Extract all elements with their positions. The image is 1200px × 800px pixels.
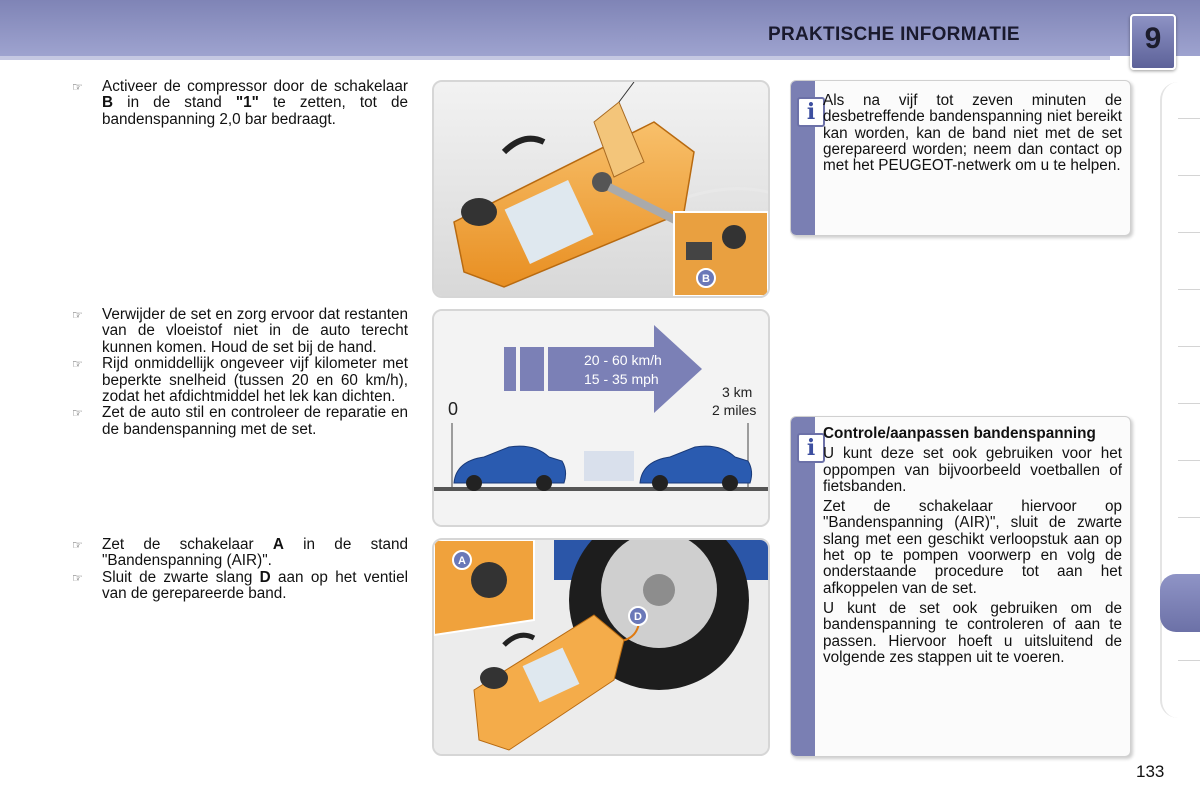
tyre-inflation-illustration [432,538,770,756]
tab-divider [1178,517,1200,518]
text: Zet de auto stil en controleer de reparatie en de bandenspanning met de set. [102,404,408,438]
info-paragraph: Zet de schakelaar hiervoor op "Bandenspanning (AIR)", sluit de zwarte slang met een geschikt verloopstuk aan op het op te pompen voorwerp en volg de onderstaande procedure tot aan het afkoppelen van de set. [823,498,1122,597]
info-box-repair-limit [790,80,1131,236]
driving-diagram [434,311,768,525]
text: Rijd onmiddellijk ongeveer vijf kilometer met beperkte snelheid (tussen 20 en 60 km/h), zodat het afdichtmiddel het lek kan dichten. [102,355,408,406]
tab-divider [1178,346,1200,347]
tab-divider [1178,289,1200,290]
page-number: 133 [1136,762,1165,781]
tab-divider [1178,118,1200,119]
chapter-tab-active[interactable] [1160,574,1200,632]
instruction-item [72,356,408,405]
text: Activeer de compressor door de schakelaar [102,78,408,95]
compressor-kit-illustration [432,80,770,298]
pointing-hand-icon: ☞ [72,406,83,421]
label-a: A [458,555,466,567]
label-b: B [702,273,710,285]
switch-label: A [272,536,284,553]
tab-divider [1178,403,1200,404]
pointing-hand-icon: ☞ [72,570,83,585]
text: te zetten, tot de bandenspanning 2,0 bar bedraagt. [102,94,408,128]
text: Sluit de zwarte slang [102,568,260,586]
distance-km-label: 3 km [722,384,753,400]
text: in de stand "Bandenspanning (AIR)". [102,536,408,570]
text: Zet de schakelaar [102,536,273,553]
chapter-badge [1130,14,1176,70]
instruction-item [72,79,408,128]
driving-distance-illustration [432,309,770,527]
label-d: D [634,611,642,623]
instruction-block-1 [72,79,408,128]
speed-mph-label: 15 - 35 mph [584,371,659,387]
switch-position: "1" [235,94,259,112]
info-icon: i [797,97,825,127]
instruction-item [72,570,408,603]
instruction-item [72,405,408,438]
start-label: 0 [448,399,459,419]
chapter-number: 9 [1144,22,1162,55]
instruction-block-3 [72,537,408,603]
tab-divider [1178,175,1200,176]
tab-divider [1178,460,1200,461]
info-title: Controle/aanpassen bandenspanning [823,425,1096,442]
pointing-hand-icon: ☞ [72,538,83,552]
info-text: Als na vijf tot zeven minuten de desbetreffende bandenspanning niet bereikt kan worden, kan de band niet met de set gerepareerd worden; neem dan contact op met het PEUGEOT-netwerk om u te helpen. [823,92,1122,175]
pointing-hand-icon: ☞ [72,357,83,372]
instruction-item [72,537,408,570]
info-paragraph: U kunt deze set ook gebruiken voor het oppompen van bijvoorbeeld voetballen of fietsbanden. [823,445,1122,495]
text: in de stand [113,94,236,112]
tab-divider [1178,232,1200,233]
info-paragraph: U kunt de set ook gebruiken om de bandenspanning te controleren of aan te passen. Hiervoor hoeft u uitsluitend de volgende zes stappen uit te voeren. [823,599,1122,666]
info-strip [791,417,815,756]
pointing-hand-icon: ☞ [72,80,83,94]
page-header [0,0,1200,56]
info-content [823,426,1122,670]
switch-label: B [102,94,114,112]
distance-miles-label: 2 miles [712,402,757,418]
speed-kmh-label: 20 - 60 km/h [584,352,662,368]
compressor-kit-drawing [434,82,768,296]
section-title: PRAKTISCHE INFORMATIE [768,24,1020,45]
pointing-hand-icon: ☞ [72,308,83,322]
info-icon: i [797,433,825,463]
hose-label: D [259,568,271,586]
header-stripe [0,56,1110,60]
text: aan op het ventiel van de gerepareerde band. [102,568,408,603]
text: Verwijder de set en zorg ervoor dat restanten van de vloeistof niet in de auto terecht kunnen komen. Houd de set bij de hand. [102,306,408,356]
instruction-block-2 [72,307,408,438]
info-box-pressure-check [790,416,1131,757]
instruction-item [72,307,408,356]
tab-divider [1178,660,1200,661]
tyre-inflation-drawing [434,540,768,754]
